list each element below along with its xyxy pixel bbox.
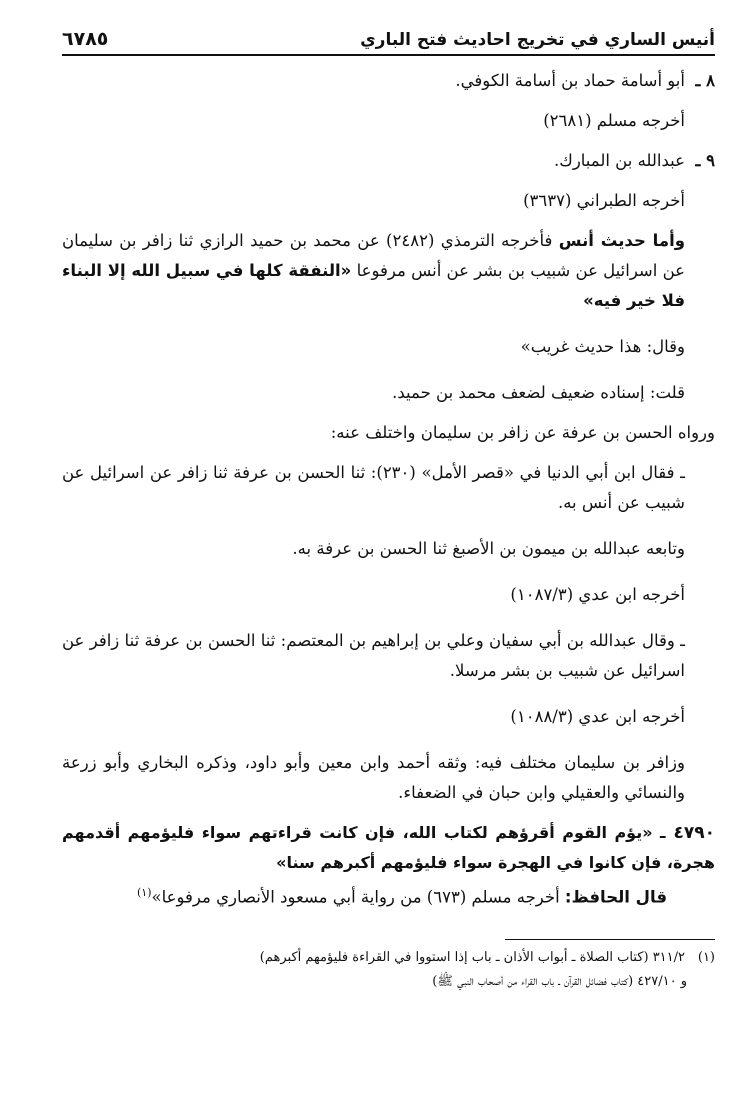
mursal-paragraph: ـ وقال عبدالله بن أبي سفيان وعلي بن إبراهيم بن المعتصم: ثنا الحسن بن عرفة ثنا زافر عن اسرائيل عن شبيب بن بشر مرسلا. [62, 631, 685, 680]
hafiz-text: أخرجه مسلم (٦٧٣) من رواية أبي مسعود الأنصاري مرفوعا» [151, 887, 565, 907]
tirmidhi-remark: وقال: هذا حديث غريب» [520, 337, 685, 356]
footnote-line [62, 946, 715, 970]
source-line: أخرجه ابن عدي (١٠٨٧/٣) [510, 585, 685, 604]
source-line: أخرجه مسلم (٢٦٨١) [543, 111, 685, 130]
footnote-separator [505, 939, 715, 940]
hadith-text: ـ «يؤم القوم أقرؤهم لكتاب الله، فإن كانت قراءتهم سواء فليؤمهم أقدمهم هجرة، فإن كانوا في الهجرة سواء فليؤمهم أكبرهم سنا» [62, 823, 715, 872]
footnote-ref[interactable]: (١) [136, 886, 152, 899]
anas-lead: وأما حديث أنس [558, 231, 685, 250]
source-line: أخرجه الطبراني (٣٦٣٧) [523, 191, 685, 210]
footnote-number: (١) [697, 949, 715, 965]
corroboration-line: وتابعه عبدالله بن ميمون بن الأصبغ ثنا الحسن بن عرفة به. [292, 539, 685, 558]
footnotes [62, 946, 715, 994]
narrator-assessment: وزافر بن سليمان مختلف فيه: وثقه أحمد وابن معين وأبو داود، وذكره البخاري وأبو زرعة والنسائي والعقيلي وابن حبان في الضعفاء. [62, 753, 685, 802]
page-number: ٦٧٨٥ [62, 28, 109, 50]
list-item [62, 146, 715, 176]
item-number: ٨ ـ [695, 71, 715, 90]
list-item [62, 66, 715, 96]
source-line: أخرجه ابن عدي (١٠٨٨/٣) [510, 707, 685, 726]
author-remark: قلت: إسناده ضعيف لضعف محمد بن حميد. [392, 383, 685, 402]
page [62, 28, 715, 1088]
header-title: أنيس الساري في تخريج احاديث فتح الباري [360, 30, 715, 50]
narration-intro: ورواه الحسن بن عرفة عن زافر بن سليمان واختلف عنه: [330, 423, 715, 442]
anas-matn: «النفقة كلها في سبيل الله إلا البناء فلا خير فيه» [62, 261, 685, 310]
footnote-line: و ٤٢٧/١٠ (كتاب فضائل القرآن ـ باب القراء من أصحاب النبي ﷺ) [432, 973, 687, 989]
item-text: أبو أسامة حماد بن أسامة الكوفي. [455, 71, 685, 90]
footnote-text: ٣١١/٢ (كتاب الصلاة ـ أبواب الأذان ـ باب إذا استووا في القراءة فليؤمهم أكبرهم) [259, 949, 685, 965]
running-header [62, 28, 715, 56]
hafiz-label: قال الحافظ: [564, 887, 667, 907]
page-body [62, 66, 715, 994]
item-number: ٩ ـ [695, 151, 715, 170]
hadith-number: ٤٧٩٠ [673, 823, 715, 843]
anas-isnad: فأخرجه الترمذي (٢٤٨٢) عن محمد بن حميد الرازي ثنا زافر بن سليمان عن اسرائيل عن شبيب بن بشر عن أنس مرفوعا [62, 231, 685, 280]
hadith-4790 [62, 818, 715, 878]
ibn-abi-dunya-paragraph: ـ فقال ابن أبي الدنيا في «قصر الأمل» (٢٣٠): ثنا الحسن بن عرفة ثنا زافر عن اسرائيل عن شبيب عن أنس به. [62, 463, 685, 512]
anas-paragraph [62, 226, 715, 316]
hafiz-line [62, 878, 715, 913]
item-text: عبدالله بن المبارك. [553, 151, 685, 170]
